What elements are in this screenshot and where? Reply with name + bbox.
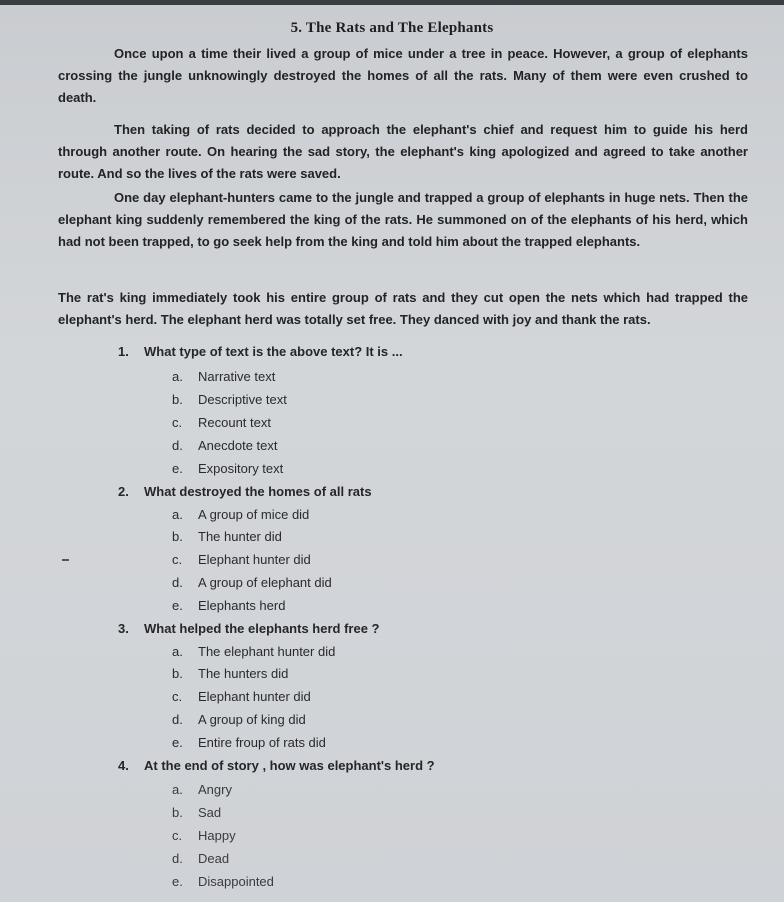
question-4-option-b[interactable] bbox=[172, 805, 221, 820]
question-3 bbox=[118, 621, 379, 636]
question-3-option-e[interactable] bbox=[172, 735, 326, 750]
option-letter: b. bbox=[172, 805, 183, 820]
option-letter: c. bbox=[172, 415, 183, 430]
question-2-option-a[interactable] bbox=[172, 507, 309, 522]
question-1-option-a[interactable] bbox=[172, 369, 275, 384]
question-2 bbox=[118, 484, 372, 499]
option-text: Elephant hunter did bbox=[198, 552, 311, 567]
option-text: Entire froup of rats did bbox=[198, 735, 326, 750]
option-letter: d. bbox=[172, 712, 183, 727]
paragraph-2: Then taking of rats decided to approach the elephant's chief and request him to guide his herd through another route. On hearing the sad story, the elephant's king apologized and agreed to take another route. And so the lives of the rats were saved. bbox=[58, 122, 748, 181]
option-letter: d. bbox=[172, 851, 183, 866]
option-text: The hunters did bbox=[198, 666, 289, 681]
question-4-option-a[interactable] bbox=[172, 782, 232, 797]
question-3-option-b[interactable] bbox=[172, 666, 288, 681]
question-1 bbox=[118, 344, 403, 359]
option-text: Descriptive text bbox=[198, 392, 287, 407]
top-edge-bar bbox=[0, 0, 784, 5]
margin-pen-mark bbox=[62, 559, 69, 561]
question-2-option-d[interactable] bbox=[172, 575, 332, 590]
option-letter: e. bbox=[172, 598, 183, 613]
option-letter: e. bbox=[172, 874, 183, 889]
question-number: 3. bbox=[118, 621, 129, 636]
option-letter: c. bbox=[172, 689, 183, 704]
question-number: 2. bbox=[118, 484, 129, 499]
option-letter: b. bbox=[172, 392, 183, 407]
option-letter: e. bbox=[172, 461, 183, 476]
option-letter: d. bbox=[172, 438, 183, 453]
question-text: What helped the elephants herd free ? bbox=[144, 621, 380, 636]
option-letter: d. bbox=[172, 575, 183, 590]
option-letter: c. bbox=[172, 552, 183, 567]
question-text: What type of text is the above text? It is ... bbox=[144, 344, 403, 359]
question-2-option-e[interactable] bbox=[172, 598, 285, 613]
option-text: Narrative text bbox=[198, 369, 276, 384]
paragraph-4: The rat's king immediately took his entire group of rats and they cut open the nets which had trapped the elephant's herd. The elephant herd was totally set free. They danced with joy and thank the rats. bbox=[58, 290, 748, 327]
option-letter: a. bbox=[172, 369, 183, 384]
option-text: Elephants herd bbox=[198, 598, 286, 613]
question-3-option-d[interactable] bbox=[172, 712, 306, 727]
option-text: Dead bbox=[198, 851, 230, 866]
question-text: At the end of story , how was elephant's herd ? bbox=[144, 758, 435, 773]
option-text: The elephant hunter did bbox=[198, 644, 336, 659]
question-2-option-c[interactable] bbox=[172, 552, 311, 567]
option-text: Happy bbox=[198, 828, 236, 843]
question-text: What destroyed the homes of all rats bbox=[144, 484, 372, 499]
option-text: Disappointed bbox=[198, 874, 274, 889]
option-letter: b. bbox=[172, 666, 183, 681]
question-number: 1. bbox=[118, 344, 129, 359]
option-text: Elephant hunter did bbox=[198, 689, 311, 704]
option-text: Expository text bbox=[198, 461, 284, 476]
option-text: A group of king did bbox=[198, 712, 306, 727]
option-text: Recount text bbox=[198, 415, 271, 430]
option-text: A group of elephant did bbox=[198, 575, 332, 590]
story-title: 5. The Rats and The Elephants bbox=[290, 20, 494, 36]
question-1-option-d[interactable] bbox=[172, 438, 278, 453]
option-letter: e. bbox=[172, 735, 183, 750]
question-2-option-b[interactable] bbox=[172, 529, 282, 544]
option-letter: b. bbox=[172, 529, 183, 544]
option-text: Angry bbox=[198, 782, 232, 797]
question-1-option-e[interactable] bbox=[172, 461, 283, 476]
question-4-option-c[interactable] bbox=[172, 828, 236, 843]
option-letter: a. bbox=[172, 507, 183, 522]
option-letter: c. bbox=[172, 828, 183, 843]
question-1-option-c[interactable] bbox=[172, 415, 271, 430]
question-4 bbox=[118, 758, 435, 773]
question-number: 4. bbox=[118, 758, 129, 773]
paragraph-3: One day elephant-hunters came to the jungle and trapped a group of elephants in huge nets. Then the elephant king suddenly remembered the king of the rats. He summoned on of the elephants of his herd, which had not been trapped, to go seek help from the king and told him about the trapped elephants. bbox=[58, 190, 748, 249]
paragraph-1: Once upon a time their lived a group of mice under a tree in peace. However, a group of elephants crossing the jungle unknowingly destroyed the homes of all the rats. Many of them were even crushed to death. bbox=[58, 46, 748, 105]
question-1-option-b[interactable] bbox=[172, 392, 287, 407]
option-text: A group of mice did bbox=[198, 507, 310, 522]
option-letter: a. bbox=[172, 782, 183, 797]
option-text: Anecdote text bbox=[198, 438, 278, 453]
question-3-option-c[interactable] bbox=[172, 689, 311, 704]
question-3-option-a[interactable] bbox=[172, 644, 335, 659]
option-letter: a. bbox=[172, 644, 183, 659]
option-text: Sad bbox=[198, 805, 222, 820]
question-4-option-e[interactable] bbox=[172, 874, 274, 889]
question-4-option-d[interactable] bbox=[172, 851, 229, 866]
option-text: The hunter did bbox=[198, 529, 282, 544]
